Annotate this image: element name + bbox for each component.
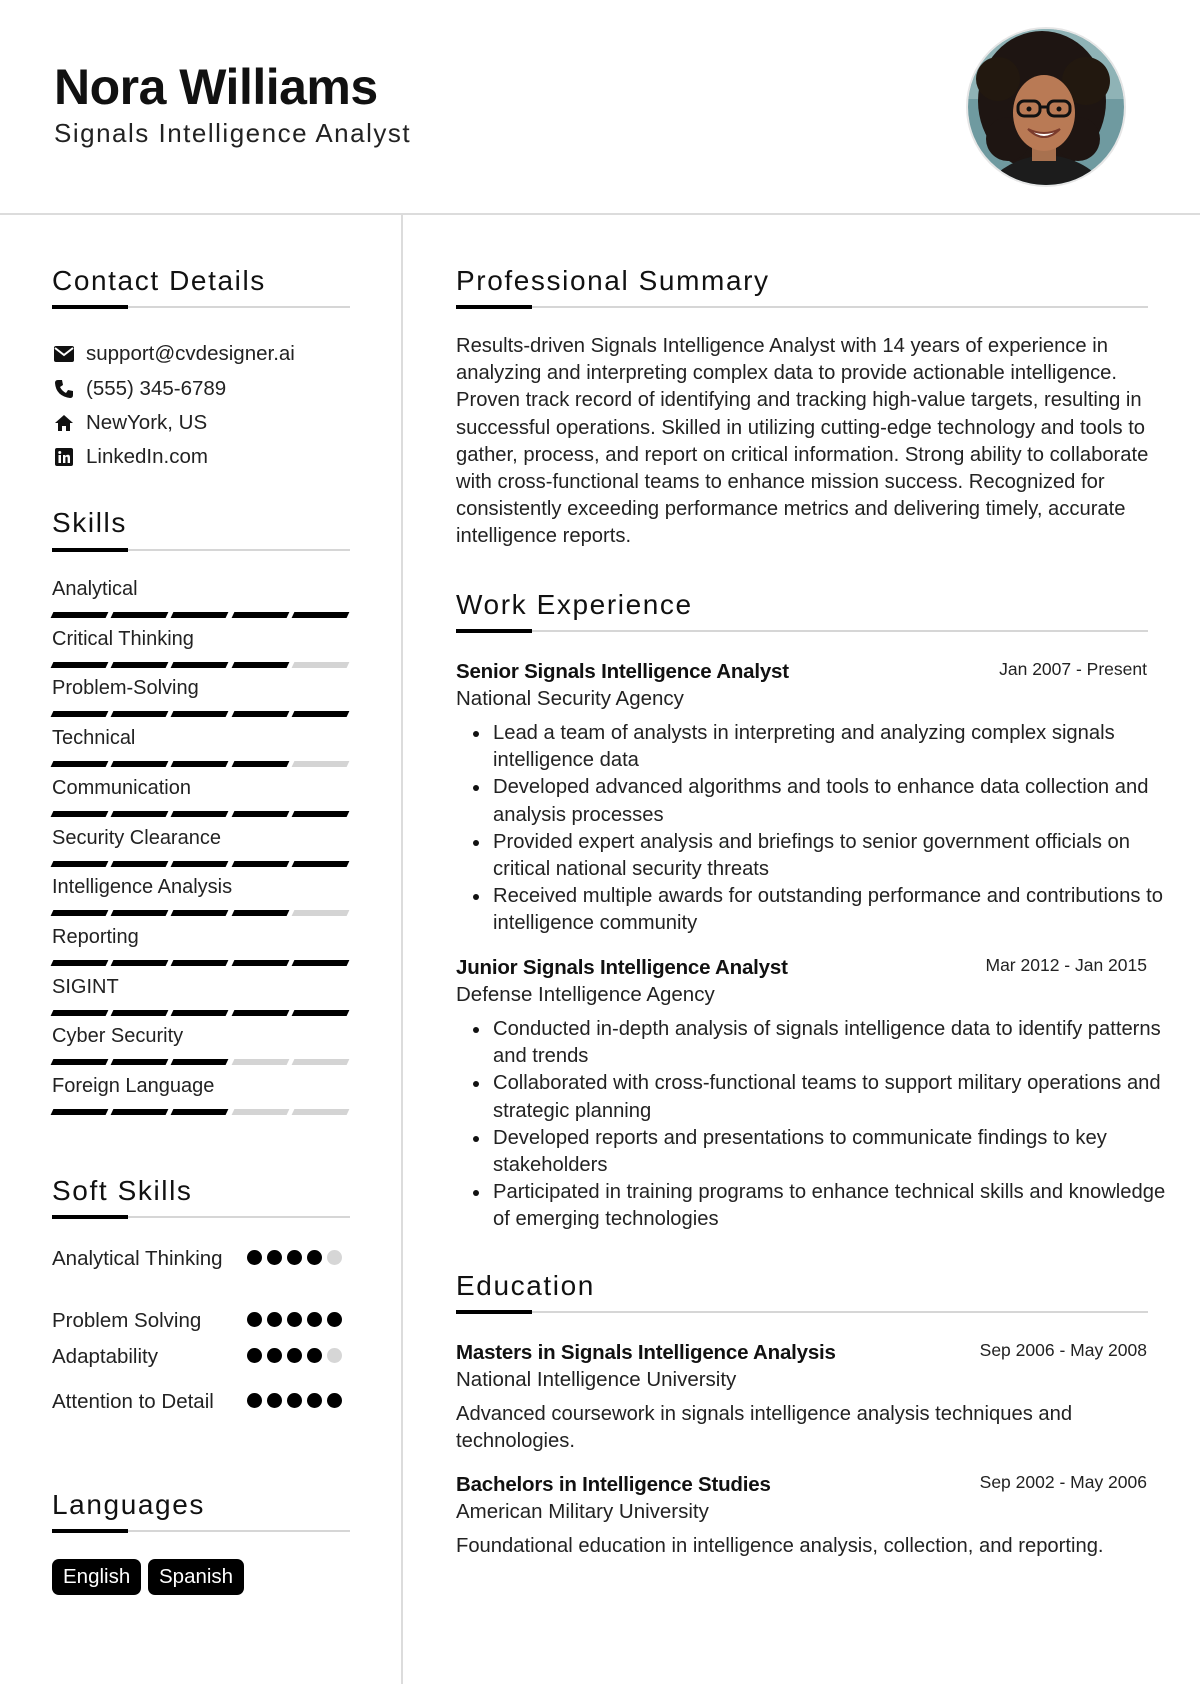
soft-skill-rating <box>247 1250 342 1265</box>
skill-level-segment <box>171 662 229 668</box>
summary-text: Results-driven Signals Intelligence Analyst with 14 years of experience in analyzing and interpreting complex data to provide actionable intelligence. Proven track record of identifying and tracking high-value targets, resulting in successful operations. Skilled in utilizing cutting-edge technology and tools to gather, process, and report on critical information. Strong ability to collaborate with cross-functional teams to enhance mission success. Recognized for consistently exceeding performance metrics and delivering timely, accurate intelligence reports. <box>456 335 1149 548</box>
language-pill: English <box>52 1559 141 1595</box>
skill-name: Security Clearance <box>52 827 221 849</box>
job-organization: Defense Intelligence Agency <box>456 983 715 1006</box>
skill-level-segment <box>111 1059 169 1065</box>
skill-level-segment <box>231 1059 289 1065</box>
skill-level-segment <box>291 761 349 767</box>
skill-level-bar <box>52 1109 348 1115</box>
rating-dot <box>307 1348 322 1363</box>
job-bullets <box>456 1016 1183 1234</box>
envelope-icon <box>52 342 76 366</box>
skill-level-segment <box>111 612 169 618</box>
skill-name: Critical Thinking <box>52 628 194 650</box>
skill-level-segment <box>171 910 229 916</box>
skill-level-bar <box>52 910 348 916</box>
contact-heading: Contact Details <box>52 265 266 296</box>
rating-dot <box>267 1312 282 1327</box>
skill-level-segment <box>231 761 289 767</box>
contact-phone-text: (555) 345-6789 <box>86 377 227 400</box>
resume-header <box>0 0 1200 215</box>
soft-skills-rule <box>52 1216 350 1218</box>
contact-email-text: support@cvdesigner.ai <box>86 342 295 365</box>
skill-level-bar <box>52 711 348 717</box>
skill-level-bar <box>52 960 348 966</box>
home-icon <box>52 411 76 435</box>
job-title: Senior Signals Intelligence Analyst <box>456 660 789 683</box>
education-degree: Bachelors in Intelligence Studies <box>456 1473 771 1496</box>
soft-skills-heading: Soft Skills <box>52 1175 193 1206</box>
skill-level-segment <box>111 960 169 966</box>
skill-name: Foreign Language <box>52 1075 215 1097</box>
rating-dot <box>247 1348 262 1363</box>
rating-dot <box>327 1250 342 1265</box>
skill-level-segment <box>291 811 349 817</box>
skill-level-segment <box>171 1109 229 1115</box>
summary-heading: Professional Summary <box>456 265 770 296</box>
skill-name: Communication <box>52 777 191 799</box>
linkedin-icon <box>52 445 76 469</box>
skill-name: Reporting <box>52 926 139 948</box>
skill-level-segment <box>51 861 109 867</box>
skill-level-segment <box>51 761 109 767</box>
rating-dot <box>287 1250 302 1265</box>
skill-level-segment <box>111 811 169 817</box>
skill-level-segment <box>111 1109 169 1115</box>
skill-level-segment <box>231 811 289 817</box>
rating-dot <box>267 1348 282 1363</box>
skill-level-bar <box>52 761 348 767</box>
skill-level-segment <box>111 662 169 668</box>
skill-level-segment <box>111 761 169 767</box>
rating-dot <box>287 1312 302 1327</box>
skill-level-segment <box>111 711 169 717</box>
rating-dot <box>307 1312 322 1327</box>
skill-level-segment <box>291 960 349 966</box>
skill-level-segment <box>291 861 349 867</box>
soft-skill-rating <box>247 1312 342 1327</box>
soft-skill-rating <box>247 1393 342 1408</box>
skill-level-bar <box>52 811 348 817</box>
experience-rule <box>456 630 1148 632</box>
skill-level-segment <box>111 910 169 916</box>
skill-level-segment <box>231 960 289 966</box>
soft-skill-rating <box>247 1348 342 1363</box>
job-dates: Jan 2007 - Present <box>999 659 1147 679</box>
rating-dot <box>327 1348 342 1363</box>
experience-heading: Work Experience <box>456 589 693 620</box>
skill-level-segment <box>51 811 109 817</box>
skill-name: Cyber Security <box>52 1025 184 1047</box>
skill-level-segment <box>291 1109 349 1115</box>
list-item: Developed advanced algorithms and tools to enhance data collection and analysis processes <box>493 774 1183 828</box>
skill-level-segment <box>231 711 289 717</box>
skill-level-segment <box>291 662 349 668</box>
job-dates: Mar 2012 - Jan 2015 <box>985 955 1147 975</box>
profile-photo <box>966 27 1126 187</box>
skill-name: SIGINT <box>52 976 119 998</box>
skill-level-segment <box>231 1109 289 1115</box>
skill-level-segment <box>291 612 349 618</box>
skill-name: Problem-Solving <box>52 677 199 699</box>
education-school: National Intelligence University <box>456 1368 737 1391</box>
skill-level-segment <box>291 711 349 717</box>
rating-dot <box>307 1393 322 1408</box>
skill-level-segment <box>291 1010 349 1016</box>
skill-name: Technical <box>52 727 136 749</box>
skill-level-segment <box>231 1010 289 1016</box>
skill-level-bar <box>52 662 348 668</box>
skill-level-segment <box>171 861 229 867</box>
list-item: Developed reports and presentations to communicate findings to key stakeholders <box>493 1125 1183 1179</box>
skill-level-segment <box>231 612 289 618</box>
phone-icon <box>52 377 76 401</box>
contact-linkedin[interactable] <box>52 442 208 472</box>
skill-level-bar <box>52 861 348 867</box>
list-item: Participated in training programs to enhance technical skills and knowledge of emerging technologies <box>493 1179 1183 1233</box>
contact-linkedin-text: LinkedIn.com <box>86 445 208 468</box>
skill-level-segment <box>171 1010 229 1016</box>
skill-name: Intelligence Analysis <box>52 876 233 898</box>
skill-level-segment <box>171 711 229 717</box>
education-heading: Education <box>456 1270 595 1301</box>
skill-level-segment <box>231 662 289 668</box>
education-description: Advanced coursework in signals intelligence analysis techniques and technologies. <box>456 1403 1073 1453</box>
rating-dot <box>287 1393 302 1408</box>
job-organization: National Security Agency <box>456 687 684 710</box>
skill-level-segment <box>231 910 289 916</box>
rating-dot <box>267 1250 282 1265</box>
skill-level-segment <box>291 910 349 916</box>
skill-level-bar <box>52 612 348 618</box>
rating-dot <box>247 1312 262 1327</box>
rating-dot <box>247 1393 262 1408</box>
skill-level-segment <box>51 1059 109 1065</box>
list-item: Provided expert analysis and briefings to senior government officials on critical national security threats <box>493 829 1183 883</box>
skill-level-segment <box>51 711 109 717</box>
language-pill: Spanish <box>148 1559 244 1595</box>
skill-level-segment <box>51 612 109 618</box>
skill-level-segment <box>171 612 229 618</box>
summary-rule <box>456 306 1148 308</box>
soft-skill-name: Analytical Thinking <box>52 1247 223 1270</box>
contact-rule <box>52 306 350 308</box>
languages-rule <box>52 1530 350 1532</box>
rating-dot <box>327 1312 342 1327</box>
education-dates: Sep 2002 - May 2006 <box>979 1472 1147 1492</box>
soft-skill-name: Attention to Detail <box>52 1390 214 1413</box>
job-bullets <box>456 720 1183 938</box>
soft-skill-name: Adaptability <box>52 1345 158 1368</box>
candidate-name: Nora Williams <box>54 59 378 115</box>
skill-level-segment <box>111 1010 169 1016</box>
contact-location <box>52 408 207 438</box>
list-item: Conducted in-depth analysis of signals intelligence data to identify patterns and trends <box>493 1016 1183 1070</box>
skill-name: Analytical <box>52 578 138 600</box>
languages-heading: Languages <box>52 1489 205 1520</box>
education-degree: Masters in Signals Intelligence Analysis <box>456 1341 836 1364</box>
skill-level-bar <box>52 1010 348 1016</box>
education-dates: Sep 2006 - May 2008 <box>979 1340 1147 1360</box>
candidate-title: Signals Intelligence Analyst <box>54 118 412 148</box>
rating-dot <box>267 1393 282 1408</box>
skill-level-bar <box>52 1059 348 1065</box>
skill-level-segment <box>171 960 229 966</box>
rating-dot <box>287 1348 302 1363</box>
skill-level-segment <box>51 960 109 966</box>
skill-level-segment <box>51 1109 109 1115</box>
rating-dot <box>247 1250 262 1265</box>
rating-dot <box>307 1250 322 1265</box>
skill-level-segment <box>171 761 229 767</box>
skill-level-segment <box>171 811 229 817</box>
education-rule <box>456 1311 1148 1313</box>
list-item: Collaborated with cross-functional teams to support military operations and strategic planning <box>493 1070 1183 1124</box>
contact-email[interactable] <box>52 339 295 369</box>
skill-level-segment <box>51 1010 109 1016</box>
skill-level-segment <box>111 861 169 867</box>
skill-level-segment <box>291 1059 349 1065</box>
skill-level-segment <box>51 910 109 916</box>
list-item: Lead a team of analysts in interpreting and analyzing complex signals intelligence data <box>493 720 1183 774</box>
job-title: Junior Signals Intelligence Analyst <box>456 956 788 979</box>
rating-dot <box>327 1393 342 1408</box>
column-divider <box>401 214 403 1684</box>
education-school: American Military University <box>456 1500 709 1523</box>
skill-level-segment <box>171 1059 229 1065</box>
education-description: Foundational education in intelligence analysis, collection, and reporting. <box>456 1535 1104 1557</box>
skill-level-segment <box>51 662 109 668</box>
contact-phone[interactable] <box>52 374 226 404</box>
contact-location-text: NewYork, US <box>86 411 208 434</box>
skills-rule <box>52 549 350 551</box>
skill-level-segment <box>231 861 289 867</box>
list-item: Received multiple awards for outstanding performance and contributions to intelligence community <box>493 883 1183 937</box>
skills-heading: Skills <box>52 507 127 538</box>
soft-skill-name: Problem Solving <box>52 1309 202 1332</box>
